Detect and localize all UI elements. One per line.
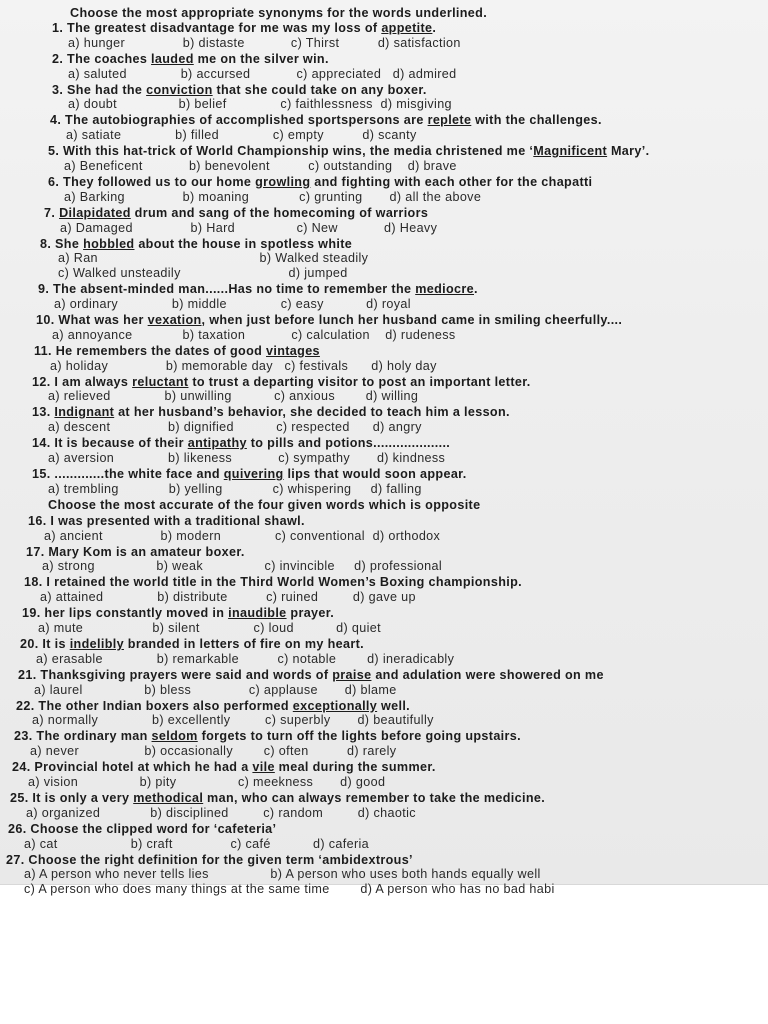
text-run: 11. He remembers the dates of good [34, 344, 267, 358]
answer-options [64, 159, 457, 173]
underlined-word: methodical [133, 791, 204, 805]
answer-options [48, 420, 422, 434]
underlined-word: replete [427, 113, 472, 127]
text-run: 9. The absent-minded man......Has no time to remember the [38, 282, 416, 296]
question-line [28, 514, 305, 528]
answer-options [66, 128, 417, 142]
text-run: a) satiate b) filled c) empty d) scanty [66, 128, 417, 142]
question-line [48, 144, 649, 158]
text-run: 15. .............the white face and [32, 467, 224, 481]
text-run: a) doubt b) belief c) faithlessness d) misgiving [68, 97, 452, 111]
text-run: a) hunger b) distaste c) Thirst d) satisfaction [68, 36, 461, 50]
question-line [38, 282, 478, 296]
text-run: a) organized b) disciplined c) random d) chaotic [26, 806, 416, 820]
answer-options [32, 713, 434, 727]
text-run: prayer. [286, 606, 335, 620]
text-run: 8. She [40, 237, 84, 251]
text-run: Choose the most accurate of the four given words which is opposite [48, 498, 481, 512]
text-run: a) strong b) weak c) invincible d) professional [42, 559, 443, 573]
question-line [70, 6, 487, 20]
answer-options [52, 328, 456, 342]
answer-options [54, 297, 411, 311]
text-run: 6. They followed us to our home [48, 175, 256, 189]
question-line [16, 699, 410, 713]
question-line [32, 467, 467, 481]
text-run: Mary’. [607, 144, 650, 158]
text-run: a) normally b) excellently c) superbly d) beautifully [32, 713, 434, 727]
text-run: 1. The greatest disadvantage for me was my loss of [52, 21, 382, 35]
text-run: 13. [32, 405, 55, 419]
answer-options [42, 559, 442, 573]
text-run: to pills and potions.................... [246, 436, 451, 450]
text-run: 22. The other Indian boxers also performed [16, 699, 293, 713]
text-run: drum and sang of the homecoming of warriors [130, 206, 429, 220]
text-run: well. [377, 699, 411, 713]
text-run: 5. With this hat-trick of World Championship wins, the media christened me ‘ [48, 144, 534, 158]
question-line [50, 113, 602, 127]
question-line [48, 175, 592, 189]
text-run: 17. Mary Kom is an amateur boxer. [26, 545, 245, 559]
text-run: a) attained b) distribute c) ruined d) gave up [40, 590, 416, 604]
underlined-word: seldom [151, 729, 198, 743]
answer-options [48, 482, 422, 496]
question-line [36, 313, 622, 327]
question-line [34, 344, 320, 358]
text-run: a) relieved b) unwilling c) anxious d) willing [48, 389, 419, 403]
question-line [44, 206, 428, 220]
text-run: forgets to turn off the lights before going upstairs. [197, 729, 521, 743]
underlined-word: praise [332, 668, 372, 682]
text-run: a) never b) occasionally c) often d) rarely [30, 744, 397, 758]
question-line [32, 436, 450, 450]
text-run: a) annoyance b) taxation c) calculation d) rudeness [52, 328, 456, 342]
text-run: and fighting with each other for the chapatti [310, 175, 593, 189]
answer-options [58, 266, 348, 280]
text-run: a) trembling b) yelling c) whispering d) falling [48, 482, 422, 496]
text-run: 19. her lips constantly moved in [22, 606, 229, 620]
answer-options [68, 97, 452, 111]
text-run: 26. Choose the clipped word for ‘cafeteria’ [8, 822, 277, 836]
question-line [24, 575, 522, 589]
text-run: that she could take on any boxer. [212, 83, 427, 97]
answer-options [68, 36, 461, 50]
text-run: 3. She had the [52, 83, 147, 97]
answer-options [28, 775, 385, 789]
text-run: a) A person who never tells lies b) A person who uses both hands equally well [24, 867, 541, 881]
text-run: a) Ran b) Walked steadily [58, 251, 369, 265]
underlined-word: vintages [266, 344, 320, 358]
text-run: to trust a departing visitor to post an important letter. [188, 375, 531, 389]
text-run: a) descent b) dignified c) respected d) angry [48, 420, 422, 434]
question-line [22, 606, 334, 620]
text-run: 21. Thanksgiving prayers were said and words of [18, 668, 333, 682]
question-line [32, 375, 531, 389]
text-run: and adulation were showered on me [371, 668, 604, 682]
answer-options [64, 190, 481, 204]
text-run: with the challenges. [471, 113, 602, 127]
answer-options [58, 251, 368, 265]
text-run: a) mute b) silent c) loud d) quiet [38, 621, 381, 635]
text-run: 25. It is only a very [10, 791, 134, 805]
question-line [20, 637, 364, 651]
answer-options [50, 359, 437, 373]
answer-options [36, 652, 454, 666]
text-run: a) Barking b) moaning c) grunting d) all the above [64, 190, 482, 204]
question-line [12, 760, 436, 774]
question-line [8, 822, 276, 836]
text-run: . [474, 282, 478, 296]
answer-options [24, 882, 555, 896]
text-run: . [432, 21, 437, 35]
text-run: 16. I was presented with a traditional shawl. [28, 514, 305, 528]
underlined-word: exceptionally [292, 699, 378, 713]
answer-options [40, 590, 416, 604]
underlined-word: vile [252, 760, 275, 774]
text-run: a) aversion b) likeness c) sympathy d) kindness [48, 451, 446, 465]
text-run: a) saluted b) accursed c) appreciated d) admired [68, 67, 457, 81]
answer-options [38, 621, 381, 635]
text-run: 4. The autobiographies of accomplished sportspersons are [50, 113, 428, 127]
question-line [10, 791, 545, 805]
question-line [48, 498, 480, 512]
answer-options [34, 683, 397, 697]
text-run: meal during the summer. [274, 760, 436, 774]
question-line [52, 83, 427, 97]
text-run: 2. The coaches [52, 52, 152, 66]
text-run: a) Beneficent b) benevolent c) outstanding d) brave [64, 159, 457, 173]
text-run: a) vision b) pity c) meekness d) good [28, 775, 386, 789]
text-run: 12. I am always [32, 375, 133, 389]
text-run: 14. It is because of their [32, 436, 188, 450]
underlined-word: conviction [146, 83, 213, 97]
text-run: c) A person who does many things at the same time d) A person who has no bad habi [24, 882, 555, 896]
underlined-word: Indignant [54, 405, 115, 419]
question-line [14, 729, 521, 743]
text-run: about the house in spotless white [134, 237, 353, 251]
answer-options [48, 389, 418, 403]
underlined-word: quivering [223, 467, 284, 481]
answer-options [26, 806, 416, 820]
text-run: a) erasable b) remarkable c) notable d) ineradicably [36, 652, 455, 666]
answer-options [48, 451, 445, 465]
underlined-word: indelibly [69, 637, 124, 651]
underlined-word: growling [255, 175, 311, 189]
underlined-word: lauded [151, 52, 194, 66]
text-run: 20. It is [20, 637, 70, 651]
text-run: lips that would soon appear. [283, 467, 467, 481]
text-run: a) cat b) craft c) café d) caferia [24, 837, 370, 851]
text-run: man, who can always remember to take the medicine. [203, 791, 546, 805]
answer-options [60, 221, 437, 235]
text-run: a) ordinary b) middle c) easy d) royal [54, 297, 411, 311]
text-run: a) holiday b) memorable day c) festivals d) holy day [50, 359, 437, 373]
answer-options [68, 67, 456, 81]
text-run: a) Damaged b) Hard c) New d) Heavy [60, 221, 438, 235]
question-line [52, 52, 329, 66]
text-run: 23. The ordinary man [14, 729, 152, 743]
text-run: 10. What was her [36, 313, 148, 327]
answer-options [30, 744, 396, 758]
question-line [26, 545, 245, 559]
text-run: me on the silver win. [193, 52, 329, 66]
underlined-word: Dilapidated [59, 206, 131, 220]
underlined-word: hobbled [83, 237, 135, 251]
underlined-word: appetite [381, 21, 433, 35]
underlined-word: mediocre [415, 282, 474, 296]
text-run: 24. Provincial hotel at which he had a [12, 760, 253, 774]
text-run: 27. Choose the right definition for the given term ‘ambidextrous’ [6, 853, 413, 867]
underlined-word: Magnificent [533, 144, 608, 158]
question-line [18, 668, 604, 682]
underlined-word: reluctant [132, 375, 189, 389]
text-run: at her husband’s behavior, she decided to teach him a lesson. [114, 405, 510, 419]
answer-options [24, 837, 369, 851]
text-run: Choose the most appropriate synonyms for the words underlined. [70, 6, 488, 20]
answer-options [24, 867, 541, 881]
text-run: 18. I retained the world title in the Third World Women’s Boxing championship. [24, 575, 522, 589]
underlined-word: vexation [147, 313, 202, 327]
question-line [32, 405, 510, 419]
text-run: 7. [44, 206, 60, 220]
question-line [40, 237, 352, 251]
question-line [52, 21, 436, 35]
text-run: , when just before lunch her husband came in smiling cheerfully.... [201, 313, 623, 327]
text-run: branded in letters of fire on my heart. [123, 637, 364, 651]
underlined-word: inaudible [228, 606, 287, 620]
text-run: c) Walked unsteadily d) jumped [58, 266, 348, 280]
question-line [6, 853, 413, 867]
text-run: a) ancient b) modern c) conventional d) orthodox [44, 529, 441, 543]
answer-options [44, 529, 440, 543]
underlined-word: antipathy [187, 436, 247, 450]
text-run: a) laurel b) bless c) applause d) blame [34, 683, 397, 697]
